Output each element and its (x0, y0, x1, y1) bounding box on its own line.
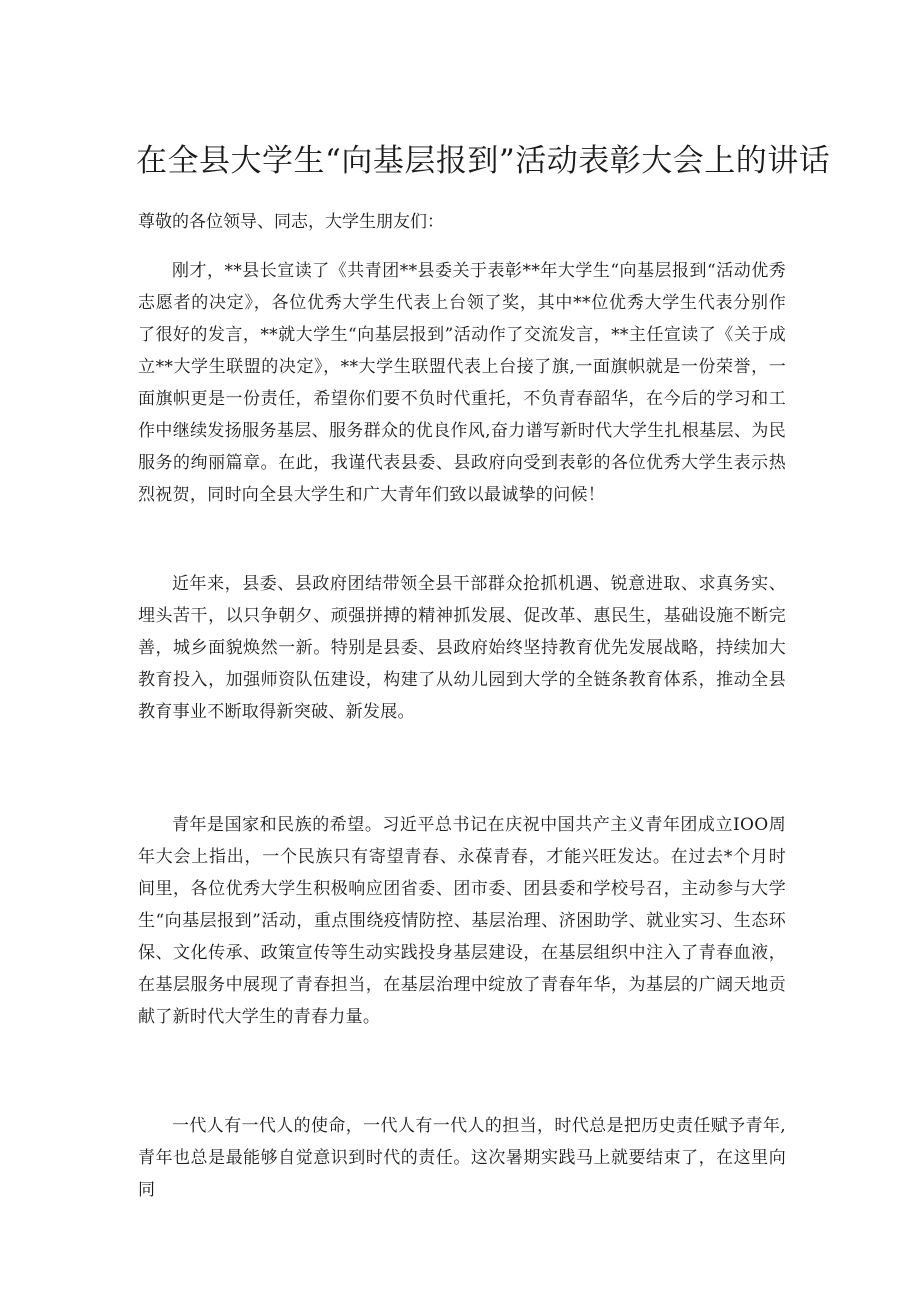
paragraph-4: 一代人有一代人的使命，一代人有一代人的担当，时代总是把历史责任赋予青年,青年也总是最能够自觉意识到时代的责任。这次暑期实践马上就要结束了，在这里向同 (138, 1116, 786, 1200)
document-title: 在全县大学生“向基层报到”活动表彰大会上的讲话 (136, 143, 831, 179)
paragraph-2: 近年来，县委、县政府团结带领全县干部群众抢抓机遇、锐意进取、求真务实、埋头苦干，以只争朝夕、顽强拼搏的精神抓发展、促改革、惠民生，基础设施不断完善，城乡面貌焕然一新。特别是县委、县政府始终坚持教育优先发展战略，持续加大教育投入，加强师资队伍建设，构建了从幼儿园到大学的全链条教育体系，推动全县教育事业不断取得新突破、新发展。 (138, 574, 786, 722)
paragraph-1: 刚才，**县长宣读了《共青团**县委关于表彰**年大学生“向基层报到“活动优秀志愿者的决定》，各位优秀大学生代表上台领了奖，其中**位优秀大学生代表分别作了很好的发言，**就大学生“向基层报到”活动作了交流发言，**主任宣读了《关于成立**大学生联盟的决定》，**大学生联盟代表上台接了旗,一面旗帜就是一份荣誉，一面旗帜更是一份责任，希望你们要不负时代重托，不负青春韶华，在今后的学习和工作中继续发扬服务基层、服务群众的优良作风,奋力谱写新时代大学生扎根基层、为民服务的绚丽篇章。在此，我谨代表县委、县政府向受到表彰的各位优秀大学生表示热烈祝贺，同时向全县大学生和广大青年们致以最诚挚的问候！ (138, 261, 786, 505)
paragraph-3: 青年是国家和民族的希望。习近平总书记在庆祝中国共产主义青年团成立IOO周年大会上指出，一个民族只有寄望青春、永葆青春，才能兴旺发达。在过去*个月时间里，各位优秀大学生积极响应团省委、团市委、团县委和学校号召，主动参与大学生“向基层报到”活动，重点围绕疫情防控、基层治理、济困助学、就业实习、生态环保、文化传承、政策宣传等生动实践投身基层建设，在基层组织中注入了青春血液，在基层服务中展现了青春担当，在基层治理中绽放了青春年华，为基层的广阔天地贡献了新时代大学生的青春力量。 (138, 815, 786, 1027)
salutation: 尊敬的各位领导、同志，大学生朋友们： (138, 212, 444, 232)
